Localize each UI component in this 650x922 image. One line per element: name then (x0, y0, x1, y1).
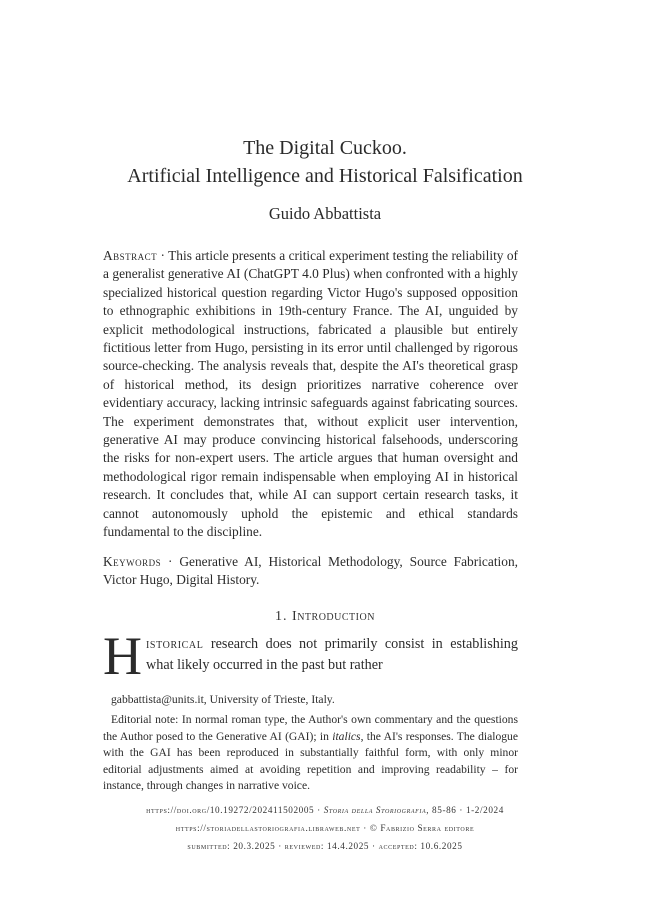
keywords-text: Generative AI, Historical Methodology, Source Fabrication, Victor Hugo, Digital History. (103, 554, 518, 588)
editorial-note-italic: italics (332, 729, 361, 743)
author-name: Guido Abbattista (268, 204, 382, 223)
abstract-label: Abstract (103, 248, 158, 263)
footer-doi-line (0, 805, 650, 815)
editorial-note-after: , the AI's responses. The dialogue with the GAI has been reproduced in substantially faithful form, with only minor editorial adjustments aimed at avoiding repetition and improving readability – for instance, through changes in narrative voice. (103, 729, 518, 793)
keywords-separator: · (161, 554, 180, 569)
doi-suffix: , 85-86 · 1-2/2024 (426, 805, 504, 815)
footer-dates-line: submitted: 20.3.2025 · reviewed: 14.4.2025 · accepted: 10.6.2025 (187, 841, 463, 851)
section-heading (0, 609, 650, 625)
title-line-1: The Digital Cuckoo. (243, 137, 407, 159)
footer-site-line[interactable]: https://storiadellastoriografia.libraweb.net · © Fabrizio Serra editore (175, 823, 475, 833)
article-title (0, 134, 650, 190)
intro-paragraph (103, 626, 518, 686)
abstract-separator: · (157, 248, 169, 263)
footnote-contact: gabbattista@units.it, University of Trieste, Italy. (111, 693, 335, 706)
section-title: Introduction (292, 609, 375, 624)
drop-cap: H (103, 626, 142, 686)
editorial-note-before: Editorial note: In normal roman type, the Author's own commentary and the questions the Author posed to the Generative AI (GAI); in (103, 713, 518, 743)
title-line-2: Artificial Intelligence and Historical Falsification (127, 165, 523, 187)
abstract (103, 247, 518, 542)
doi-link[interactable]: https://doi.org/10.19272/202411502005 · (146, 805, 324, 815)
intro-text: research does not primarily consist in establishing what likely occurred in the past but rather (146, 636, 518, 673)
section-number: 1. (275, 609, 288, 624)
journal-name: Storia della Storiografia (323, 805, 427, 815)
keywords (103, 553, 518, 590)
footnote-editorial (103, 712, 518, 794)
keywords-label: Keywords (103, 554, 162, 569)
footnotes (103, 692, 518, 798)
intro-first-word: istorical (146, 636, 204, 652)
abstract-text: This article presents a critical experiment testing the reliability of a generalist generative AI (ChatGPT 4.0 Plus) when confronted with a highly specialized historical question regarding Victor Hugo's supposed opposition to ethnographic exhibitions in 19th-century France. The AI, unguided by explicit methodological instructions, fabricated a plausible but entirely fictitious letter from Hugo, persisting in its error until challenged by rigorous source-checking. The analysis reveals that, despite the AI's theoretical grasp of historical method, its design prioritizes narrative coherence over evidentiary accuracy, lacking intrinsic safeguards against fabricating sources. The experiment demonstrates that, without explicit user intervention, generative AI may produce convincing historical falsehoods, underscoring the risks for non-expert users. The article argues that human oversight and methodological rigor remain indispensable when employing AI in historical research. It concludes that, while AI can support certain research tasks, it cannot autonomously uphold the epistemic and ethical standards fundamental to the discipline. (103, 248, 518, 540)
